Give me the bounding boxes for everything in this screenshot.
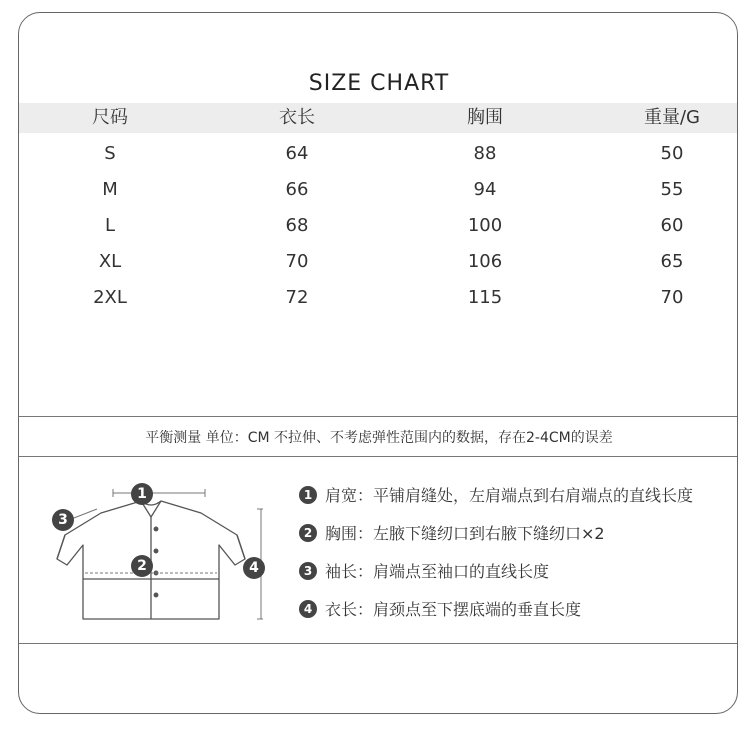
header-weight: 重量/G [643,107,700,128]
table-row [19,247,738,277]
cell-size: XL [98,251,122,272]
table-row [19,175,738,205]
table-row [19,139,738,169]
cell-size: S [104,143,116,164]
marker-3: 3 [52,509,74,531]
cell-chest: 115 [467,287,503,308]
cell-weight: 70 [660,287,684,308]
cell-chest: 94 [473,179,497,200]
measurement-note: 平衡测量 单位：CM 不拉伸、不考虑弹性范围内的数据，存在2-4CM的误差 [145,430,613,446]
cell-length: 70 [285,251,309,272]
cell-length: 66 [285,179,309,200]
marker-4: 4 [243,557,265,579]
legend-number: 3 [299,562,317,580]
marker-1: 1 [131,483,153,505]
cell-weight: 55 [660,179,684,200]
cell-length: 64 [285,143,309,164]
table-header [19,103,738,133]
header-chest: 胸围 [467,107,503,128]
legend-item [299,559,738,585]
legend-number: 2 [299,524,317,542]
size-chart-card [18,12,738,714]
legend-text: 衣长：肩颈点至下摆底端的垂直长度 [325,600,582,619]
divider [19,416,738,417]
legend-text: 袖长：肩端点至袖口的直线长度 [325,562,550,581]
cell-weight: 65 [660,251,684,272]
marker-2: 2 [131,555,153,577]
page-title: SIZE CHART [308,71,450,96]
cell-size: M [102,179,118,200]
cell-chest: 100 [467,215,503,236]
cell-size: 2XL [93,287,127,308]
cell-length: 68 [285,215,309,236]
legend-item [299,521,738,547]
header-size: 尺码 [92,107,128,128]
divider [19,456,738,457]
cell-weight: 60 [660,215,684,236]
cell-weight: 50 [660,143,684,164]
cell-size: L [104,215,116,236]
legend-text: 肩宽：平铺肩缝处，左肩端点到右肩端点的直线长度 [325,486,694,505]
legend-item [299,483,738,509]
header-length: 衣长 [279,107,315,128]
legend-item [299,597,738,623]
divider [19,643,738,644]
table-row [19,211,738,241]
table-row [19,283,738,313]
cell-chest: 88 [473,143,497,164]
cell-length: 72 [285,287,309,308]
measure-lines [61,489,263,619]
legend-number: 1 [299,486,317,504]
legend-text: 胸围：左腋下缝纫口到右腋下缝纫口×2 [325,524,605,543]
cell-chest: 106 [467,251,503,272]
legend-number: 4 [299,600,317,618]
